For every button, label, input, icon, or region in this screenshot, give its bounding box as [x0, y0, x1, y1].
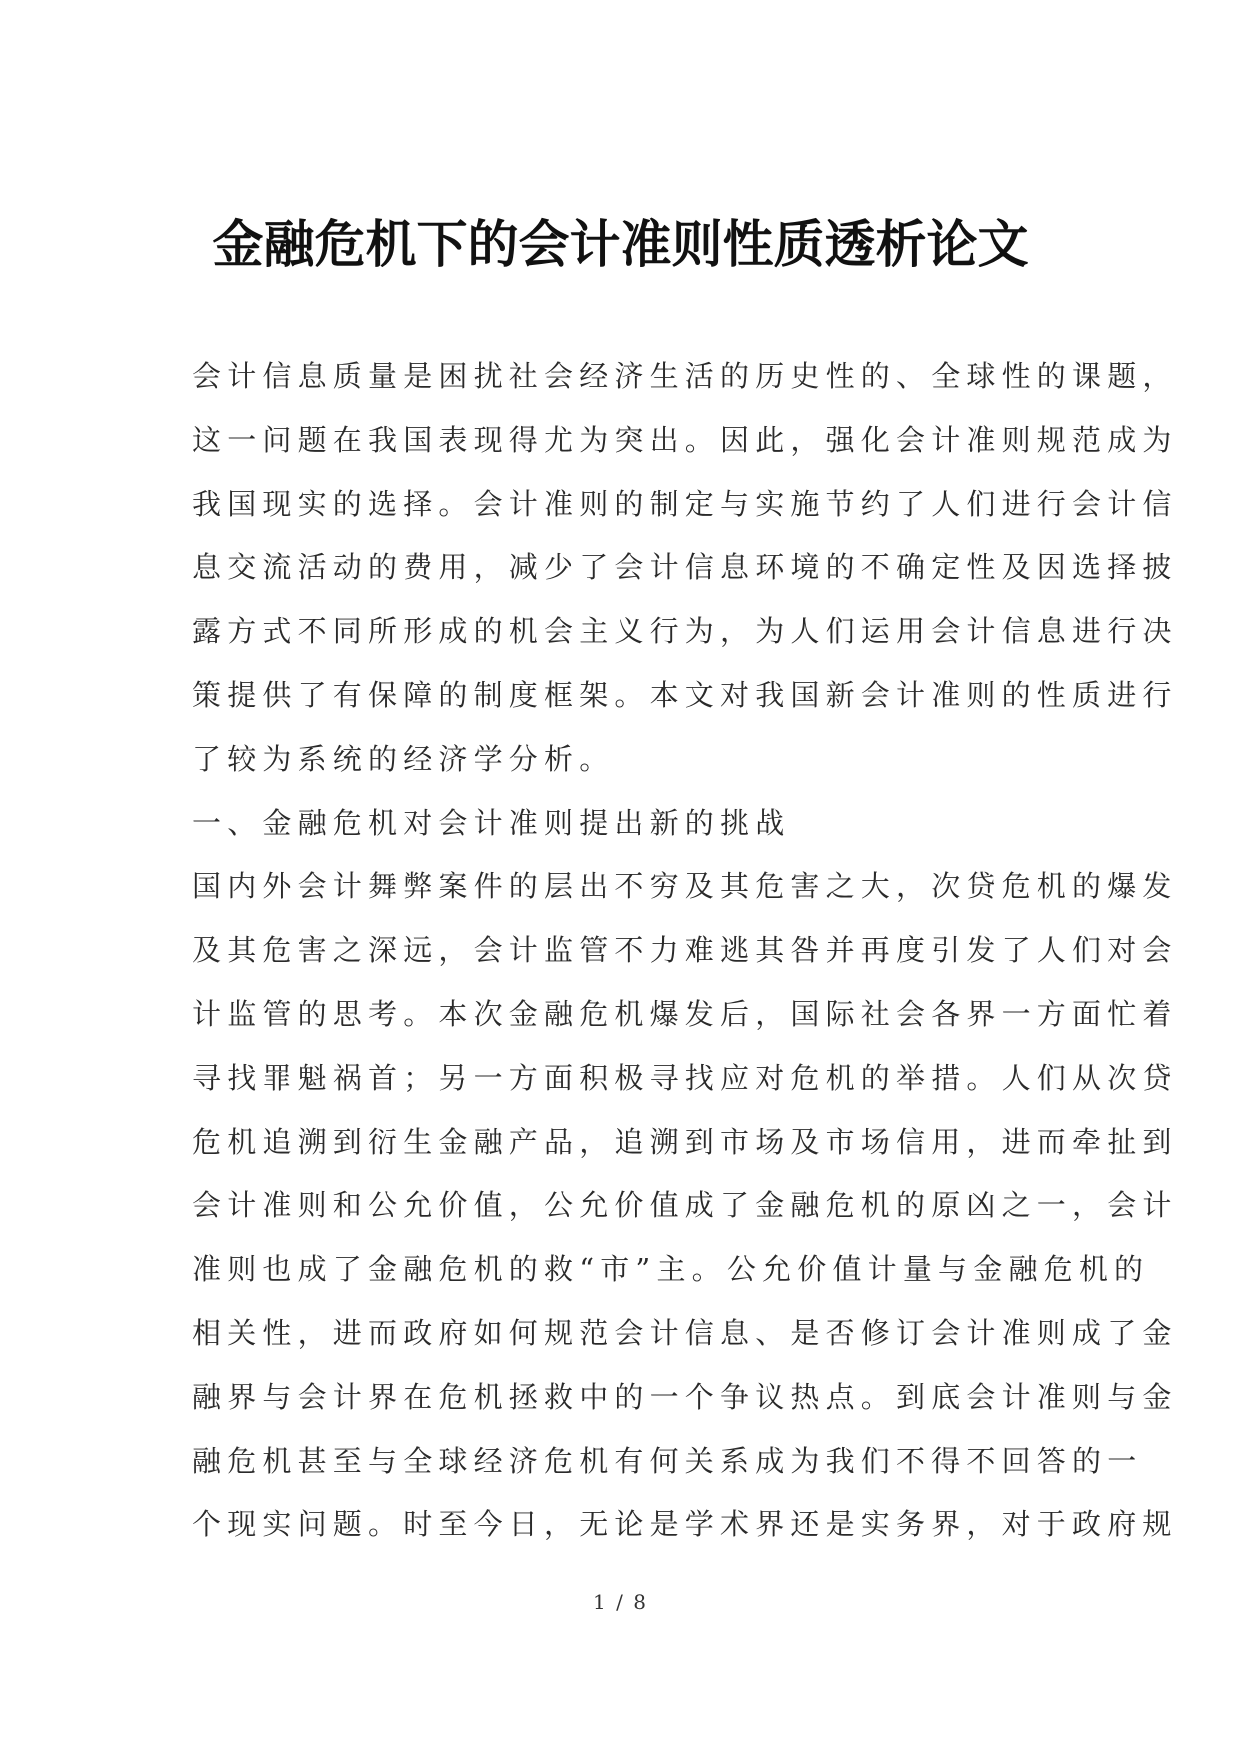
body-line: 这一问题在我国表现得尤为突出。因此，强化会计准则规范成为 [192, 422, 1178, 457]
body-line: 计监管的思考。本次金融危机爆发后，国际社会各界一方面忙着 [192, 996, 1178, 1031]
body-line: 会计信息质量是困扰社会经济生活的历史性的、全球性的课题， [192, 359, 1178, 393]
body-line: 危机追溯到衍生金融产品，追溯到市场及市场信用，进而牵扯到 [192, 1124, 1178, 1159]
body-line: 国内外会计舞弊案件的层出不穷及其危害之大，次贷危机的爆发 [192, 869, 1178, 904]
body-line: 露方式不同所形成的机会主义行为，为人们运用会计信息进行决 [192, 614, 1178, 649]
section-heading: 一、金融危机对会计准则提出新的挑战 [192, 805, 791, 840]
body-line: 了较为系统的经济学分析。 [192, 741, 615, 776]
body-line: 息交流活动的费用，减少了会计信息环境的不确定性及因选择披 [192, 550, 1178, 585]
page-indicator: 1 / 8 [593, 1590, 648, 1614]
document-body [192, 354, 1178, 1566]
body-line: 准则也成了金融危机的救“市”主。公允价值计量与金融危机的 [192, 1252, 1150, 1287]
body-line: 寻找罪魁祸首；另一方面积极寻找应对危机的举措。人们从次贷 [192, 1060, 1178, 1095]
body-line: 融界与会计界在危机拯救中的一个争议热点。到底会计准则与金 [192, 1379, 1178, 1414]
body-line: 策提供了有保障的制度框架。本文对我国新会计准则的性质进行 [192, 677, 1178, 712]
body-line: 我国现实的选择。会计准则的制定与实施节约了人们进行会计信 [192, 486, 1178, 521]
body-line: 相关性，进而政府如何规范会计信息、是否修订会计准则成了金 [192, 1315, 1178, 1350]
body-line: 及其危害之深远，会计监管不力难逃其咎并再度引发了人们对会 [192, 933, 1178, 968]
document-title: 金融危机下的会计准则性质透析论文 [212, 216, 1029, 275]
body-line: 融危机甚至与全球经济危机有何关系成为我们不得不回答的一 [192, 1443, 1143, 1478]
body-line: 个现实问题。时至今日，无论是学术界还是实务界，对于政府规 [192, 1507, 1178, 1542]
body-line: 会计准则和公允价值，公允价值成了金融危机的原凶之一，会计 [192, 1188, 1178, 1223]
